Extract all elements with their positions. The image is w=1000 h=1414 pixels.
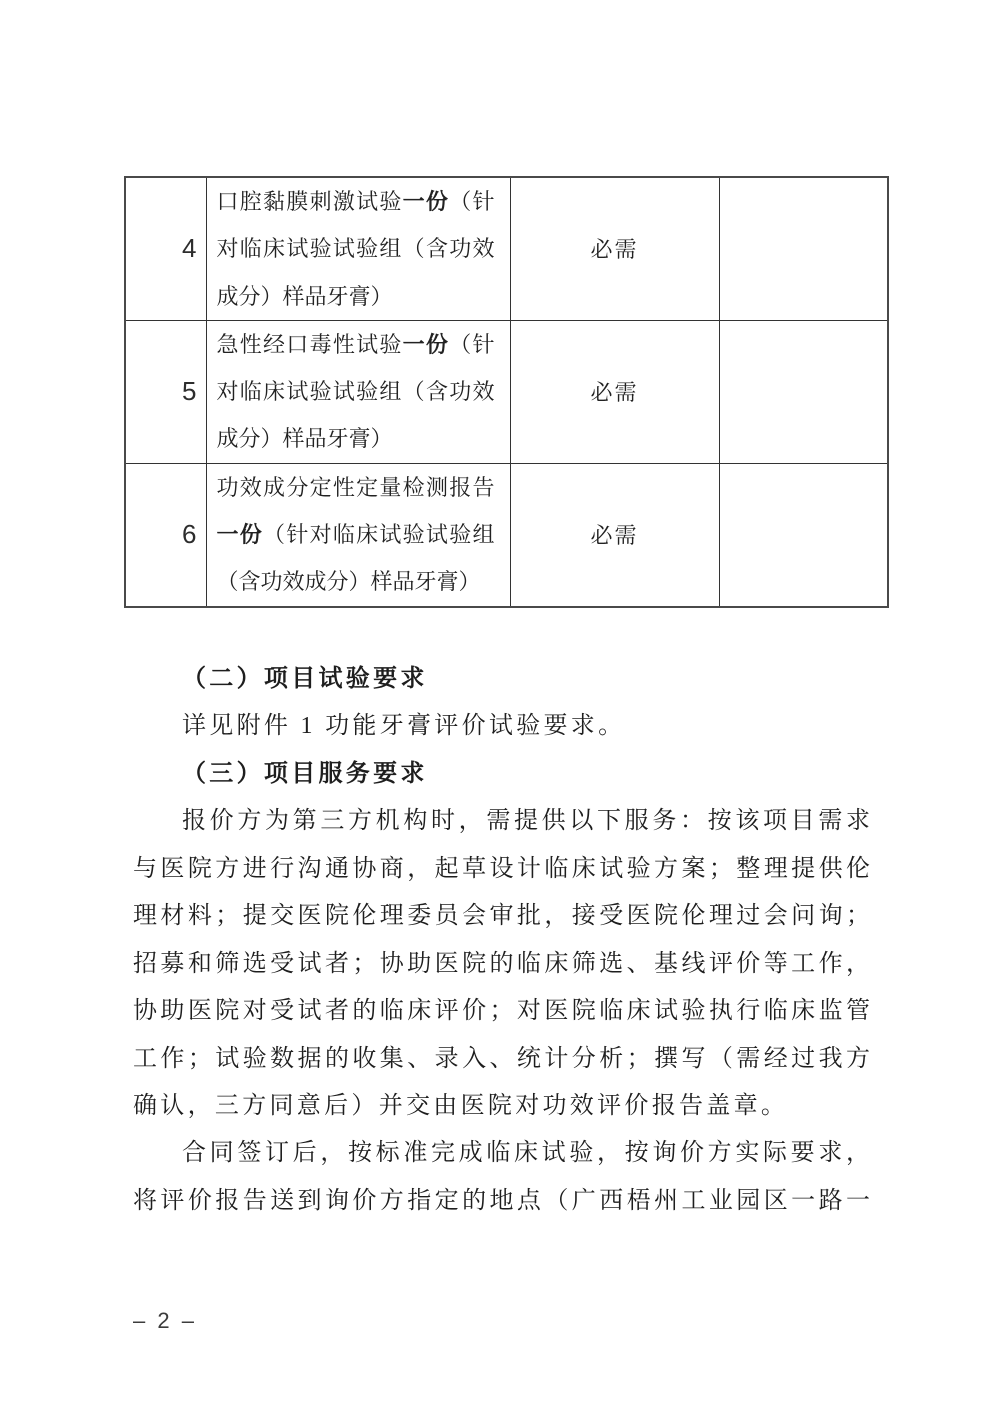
body-line: 与医院方进行沟通协商，起草设计临床试验方案；整理提供伦 xyxy=(133,855,870,882)
test-item-cell xyxy=(206,320,510,463)
test-item-cell xyxy=(206,177,510,320)
required-cell: 必需 xyxy=(510,320,719,463)
row-number-cell: 4 xyxy=(125,177,206,320)
section-heading-2: （二）项目试验要求 xyxy=(182,666,428,692)
table-row xyxy=(125,463,888,606)
body-text xyxy=(133,656,870,1225)
table-row xyxy=(125,320,888,463)
page-number: – 2 – xyxy=(133,1308,197,1333)
required-cell: 必需 xyxy=(510,177,719,320)
row-number-cell: 5 xyxy=(125,320,206,463)
body-line: 详见附件 1 功能牙膏评价试验要求。 xyxy=(182,713,626,740)
test-item-text: 功效成分定性定量检测报告一份（针对临床试验试验组（含功效成分）样品牙膏） xyxy=(216,474,495,595)
body-line: 理材料；提交医院伦理委员会审批，接受医院伦理过会问询； xyxy=(133,903,870,930)
section-heading-3: （三）项目服务要求 xyxy=(182,760,428,787)
table-row xyxy=(125,177,888,320)
body-line: 报价方为第三方机构时，需提供以下服务：按该项目需求 xyxy=(182,808,870,835)
body-line: 合同签订后，按标准完成临床试验，按询价方实际要求， xyxy=(182,1140,870,1167)
test-item-text: 口腔黏膜刺激试验一份（针对临床试验试验组（含功效成分）样品牙膏） xyxy=(216,189,495,309)
note-cell xyxy=(719,320,888,463)
required-cell: 必需 xyxy=(510,463,719,606)
row-number-cell: 6 xyxy=(125,463,206,606)
test-items-table xyxy=(124,176,889,608)
body-line: 工作；试验数据的收集、录入、统计分析；撰写（需经过我方 xyxy=(133,1045,870,1072)
body-line: 协助医院对受试者的临床评价；对医院临床试验执行临床监管 xyxy=(133,998,870,1025)
body-line: 将评价报告送到询价方指定的地点（广西梧州工业园区一路一 xyxy=(133,1187,870,1214)
test-item-cell xyxy=(206,463,510,606)
note-cell xyxy=(719,177,888,320)
body-line: 招募和筛选受试者；协助医院的临床筛选、基线评价等工作， xyxy=(133,950,870,977)
test-item-text: 急性经口毒性试验一份（针对临床试验试验组（含功效成分）样品牙膏） xyxy=(216,331,495,452)
body-line: 确认，三方同意后）并交由医院对功效评价报告盖章。 xyxy=(133,1092,789,1119)
note-cell xyxy=(719,463,888,606)
